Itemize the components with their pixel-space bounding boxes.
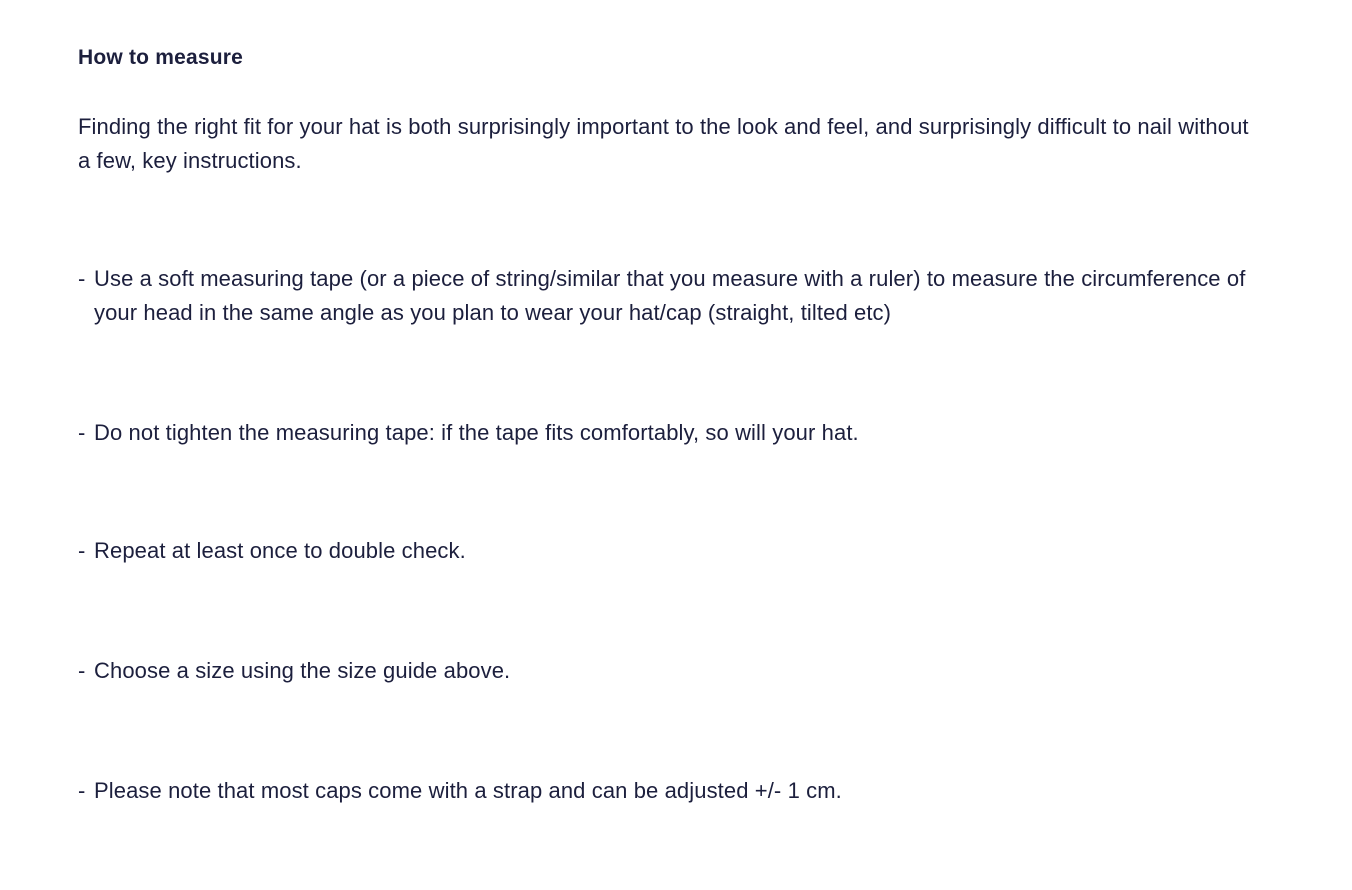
list-item-text: Repeat at least once to double check. [94,538,466,563]
bullet-marker: - [78,778,86,803]
bullet-marker: - [78,658,86,683]
bullet-marker: - [78,538,86,563]
intro-paragraph: Finding the right fit for your hat is both surprisingly important to the look and feel, and surprisingly difficult to nail without a few, key instructions. [78,114,1249,173]
list-item [78,262,1258,330]
bullet-marker: - [78,266,86,291]
list-item [78,534,1258,568]
list-item-text: Choose a size using the size guide above. [94,658,511,683]
list-item-text: Use a soft measuring tape (or a piece of string/similar that you measure with a ruler) to measure the circumference of your head in the same angle as you plan to wear your hat/cap (straight, tilted etc) [94,266,1246,325]
bullet-marker: - [78,420,86,445]
list-item [78,654,1258,688]
list-item-text: Do not tighten the measuring tape: if the tape fits comfortably, so will your hat. [94,420,859,445]
list-item [78,774,1258,808]
list-item [78,416,1258,450]
section-title: How to measure [78,46,244,69]
list-item-text: Please note that most caps come with a strap and can be adjusted +/- 1 cm. [94,778,842,803]
